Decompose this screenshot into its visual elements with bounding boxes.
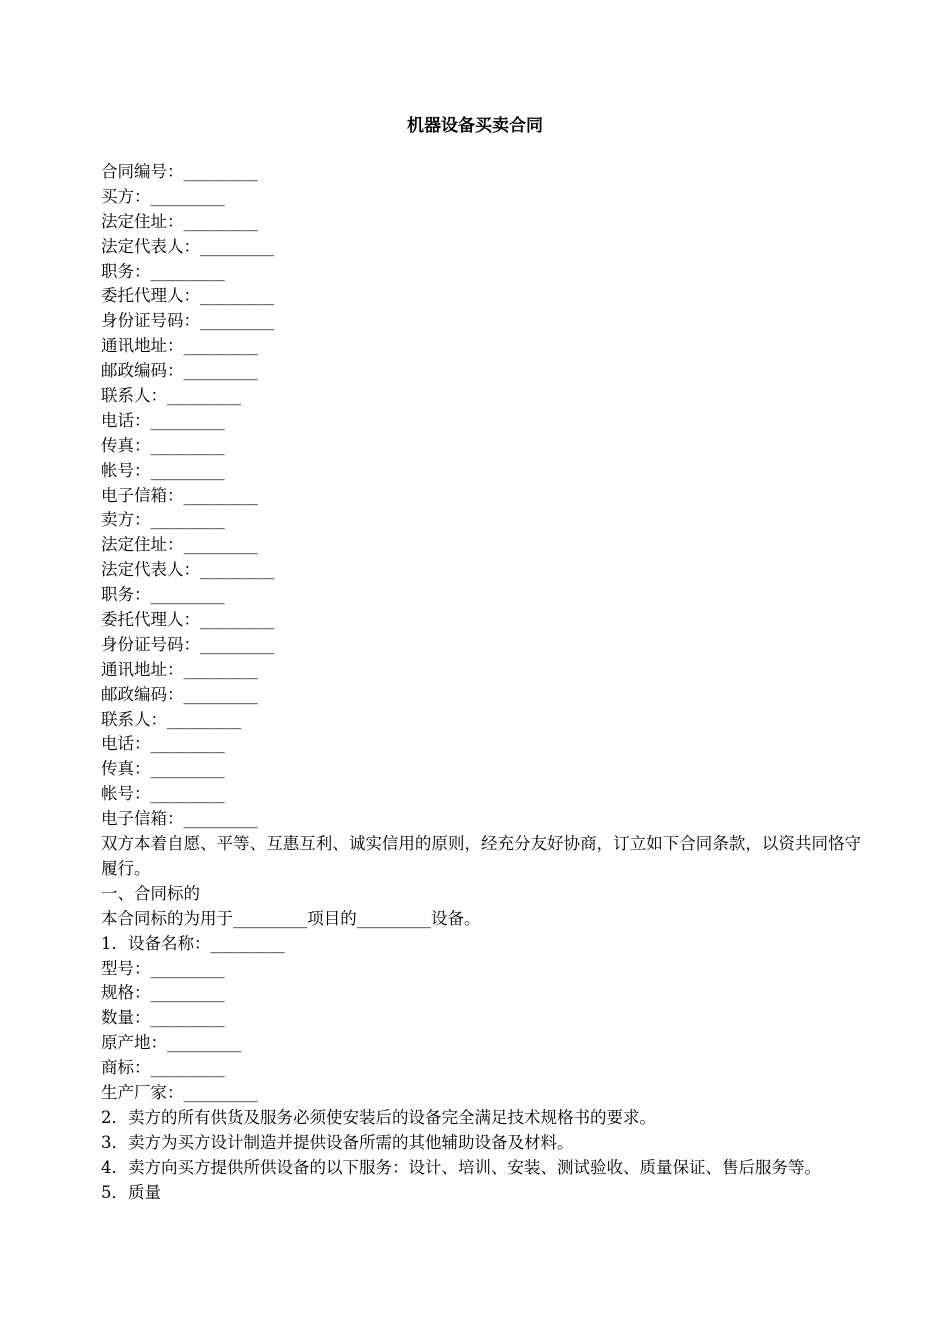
equipment-field-line: 型号：_________ xyxy=(101,958,225,978)
form-field-line: 法定住址：_________ xyxy=(101,211,258,231)
form-field-line: 身份证号码：_________ xyxy=(101,634,275,654)
party-fields xyxy=(101,160,861,832)
form-field-line: 电话：_________ xyxy=(101,734,225,754)
document-body xyxy=(101,160,861,1205)
form-field-line: 邮政编码：_________ xyxy=(101,684,258,704)
form-field-line: 卖方：_________ xyxy=(101,510,225,530)
form-field-line: 电子信箱：_________ xyxy=(101,485,258,505)
form-field-line: 职务：_________ xyxy=(101,585,225,605)
form-field-line: 邮政编码：_________ xyxy=(101,361,258,381)
document-title: 机器设备买卖合同 xyxy=(407,116,543,136)
form-field-line: 委托代理人：_________ xyxy=(101,610,275,630)
form-field-line: 法定代表人：_________ xyxy=(101,560,275,580)
form-field-line: 电话：_________ xyxy=(101,410,225,430)
equipment-field-line: 1．设备名称：_________ xyxy=(101,933,285,953)
form-field-line: 身份证号码：_________ xyxy=(101,311,275,331)
clause-3: 3．卖方为买方设计制造并提供设备所需的其他辅助设备及材料。 xyxy=(101,1132,574,1152)
equipment-field-line: 生产厂家：_________ xyxy=(101,1082,258,1102)
clause-2: 2．卖方的所有供货及服务必须使安装后的设备完全满足技术规格书的要求。 xyxy=(101,1107,656,1127)
form-field-line: 通讯地址：_________ xyxy=(101,659,258,679)
form-field-line: 帐号：_________ xyxy=(101,460,225,480)
form-field-line: 传真：_________ xyxy=(101,435,225,455)
equipment-field-line: 原产地：_________ xyxy=(101,1033,242,1053)
intro-paragraph: 双方本着自愿、平等、互惠互利、诚实信用的原则，经充分友好协商，订立如下合同条款，以资共同恪守履行。 xyxy=(101,834,861,878)
equipment-field-line: 规格：_________ xyxy=(101,983,225,1003)
form-field-line: 法定代表人：_________ xyxy=(101,236,275,256)
equipment-field-line: 商标：_________ xyxy=(101,1058,225,1078)
form-field-line: 职务：_________ xyxy=(101,261,225,281)
form-field-line: 法定住址：_________ xyxy=(101,535,258,555)
form-field-line: 买方：_________ xyxy=(101,186,225,206)
clause-5: 5．质量 xyxy=(101,1182,161,1202)
form-field-line: 电子信箱：_________ xyxy=(101,809,258,829)
form-field-line: 合同编号：_________ xyxy=(101,162,258,181)
form-field-line: 传真：_________ xyxy=(101,759,225,779)
contract-subject-line: 本合同标的为用于_________项目的_________设备。 xyxy=(101,908,481,928)
clause-4: 4．卖方向买方提供所供设备的以下服务：设计、培训、安装、测试验收、质量保证、售后服务等。 xyxy=(101,1157,821,1177)
form-field-line: 帐号：_________ xyxy=(101,784,225,804)
section-heading: 一、合同标的 xyxy=(101,883,200,903)
form-field-line: 联系人：_________ xyxy=(101,709,242,729)
form-field-line: 联系人：_________ xyxy=(101,386,242,406)
form-field-line: 委托代理人：_________ xyxy=(101,286,275,306)
equipment-field-line: 数量：_________ xyxy=(101,1008,225,1028)
equipment-fields xyxy=(101,932,861,1106)
form-field-line: 通讯地址：_________ xyxy=(101,336,258,356)
